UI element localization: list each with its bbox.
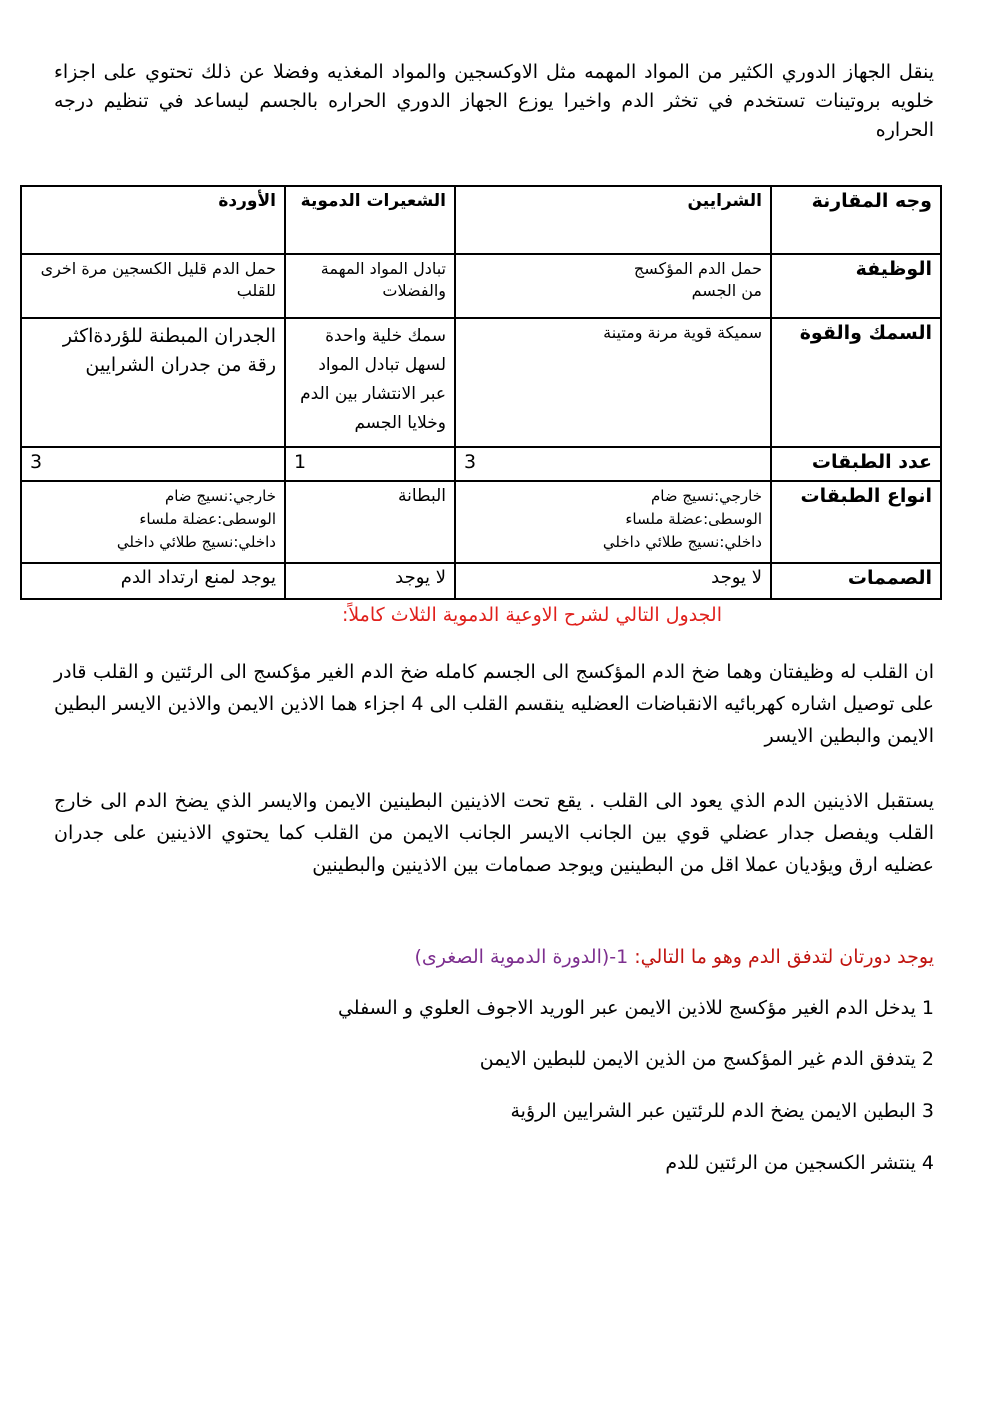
circulation-heading	[414, 946, 934, 968]
cell-thickness-arteries: سميكة قوية مرنة ومتينة	[455, 318, 771, 447]
cell-layer-types-arteries	[455, 481, 771, 563]
header-veins: الأوردة	[21, 186, 285, 254]
cell-function-arteries: حمل الدم المؤكسج من الجسم	[455, 254, 771, 318]
step-text: البطين الايمن يضخ الدم للرئتين عبر الشرايين الرؤية	[510, 1100, 916, 1122]
row-label-thickness: السمك والقوة	[771, 318, 941, 447]
cell-layers-count-veins: 3	[21, 447, 285, 481]
step-text: يتدفق الدم غير المؤكسج من الذين الايمن للبطين الايمن	[479, 1048, 916, 1070]
table-row-layer-types	[21, 481, 941, 563]
row-label-layer-types: انواع الطبقات	[771, 481, 941, 563]
table-row-function	[21, 254, 941, 318]
step-number: 3	[921, 1100, 934, 1122]
step-text: يدخل الدم الغير مؤكسج للاذين الايمن عبر الوريد الاجوف العلوي و السفلي	[337, 997, 916, 1019]
cell-layer-types-veins	[21, 481, 285, 563]
step-number: 4	[921, 1152, 934, 1174]
heart-paragraph-1: ان القلب له وظيفتان وهما ضخ الدم المؤكسج الى الجسم كامله ضخ الدم الغير مؤكسج الى الرئتين و القلب قادر على توصيل اشاره كهربائيه الانقباضات العضليه ينقسم القلب الى 4 اجزاء هما الاذين الايمن والاذين الايسر البطين الايمن والبطين الايسر	[54, 661, 935, 747]
list-item	[511, 1100, 935, 1122]
cell-thickness-capillaries: سمك خلية واحدة لسهل تبادل المواد عبر الانتشار بين الدم وخلايا الجسم	[285, 318, 455, 447]
header-arteries: الشرايين	[455, 186, 771, 254]
table-row-thickness	[21, 318, 941, 447]
layer-middle: الوسطى:عضلة ملساء	[625, 510, 762, 528]
step-text: ينتشر الكسجين من الرئتين للدم	[665, 1152, 916, 1174]
layer-inner: داخلي:نسيج طلائي داخلي	[116, 533, 276, 551]
table-row-valves	[21, 563, 941, 599]
circulation-number: 1-	[609, 946, 629, 968]
table-caption: الجدول التالي لشرح الاوعية الدموية الثلاث كاملاً:	[341, 604, 722, 626]
cell-valves-capillaries: لا يوجد	[285, 563, 455, 599]
cell-thickness-veins: الجدران المبطنة للؤردةاكثر رقة من جدران الشرايين	[21, 318, 285, 447]
layer-middle: الوسطى:عضلة ملساء	[139, 510, 276, 528]
intro-paragraph: ينقل الجهاز الدوري الكثير من المواد المهمه مثل الاوكسجين والمواد المغذيه وفضلا عن ذلك تحتوي على اجزاء خلويه بروتينات تستخدم في تخثر الدم واخيرا يوزع الجهاز الدوري الحراره بالجسم ليساعد في تنظيم درجه الحراره	[54, 61, 934, 141]
circulation-intro: يوجد دورتان لتدفق الدم وهو ما التالي:	[634, 946, 934, 968]
row-label-valves: الصممات	[771, 563, 941, 599]
cell-layer-types-capillaries: البطانة	[285, 481, 455, 563]
cell-valves-arteries: لا يوجد	[455, 563, 771, 599]
layer-outer: خارجي:نسيج ضام	[164, 487, 276, 505]
layer-outer: خارجي:نسيج ضام	[650, 487, 762, 505]
step-number: 2	[921, 1048, 934, 1070]
cell-valves-veins: يوجد لمنع ارتداد الدم	[21, 563, 285, 599]
circulation-name: (الدورة الدموية الصغرى)	[414, 946, 610, 968]
step-number: 1	[921, 997, 934, 1019]
list-item	[665, 1152, 934, 1174]
list-item	[338, 997, 934, 1019]
header-aspect: وجه المقارنة	[771, 186, 941, 254]
cell-layers-count-arteries: 3	[455, 447, 771, 481]
header-capillaries: الشعيرات الدموية	[285, 186, 455, 254]
list-item	[480, 1048, 934, 1070]
table-header-row	[21, 186, 941, 254]
table-row-layers-count	[21, 447, 941, 481]
cell-function-veins: حمل الدم قليل الكسجين مرة اخرى للقلب	[21, 254, 285, 318]
cell-function-capillaries: تبادل المواد المهمة والفضلات	[285, 254, 455, 318]
blood-vessels-comparison-table	[20, 185, 942, 600]
cell-layers-count-capillaries: 1	[285, 447, 455, 481]
layer-inner: داخلي:نسيج طلائي داخلي	[602, 533, 762, 551]
row-label-function: الوظيفة	[771, 254, 941, 318]
heart-paragraph-2: يستقبل الاذينين الدم الذي يعود الى القلب . يقع تحت الاذينين البطينين الايمن والايسر الذي يضخ الدم الى خارج القلب ويفصل جدار عضلي قوي بين الجانب الايسر الجانب الايمن من القلب كما يحتوي الاذينين على جدران عضليه ارق ويؤديان عملا اقل من البطينين ويوجد صمامات بين الاذينين والبطينين	[54, 790, 934, 876]
row-label-layers-count: عدد الطبقات	[771, 447, 941, 481]
